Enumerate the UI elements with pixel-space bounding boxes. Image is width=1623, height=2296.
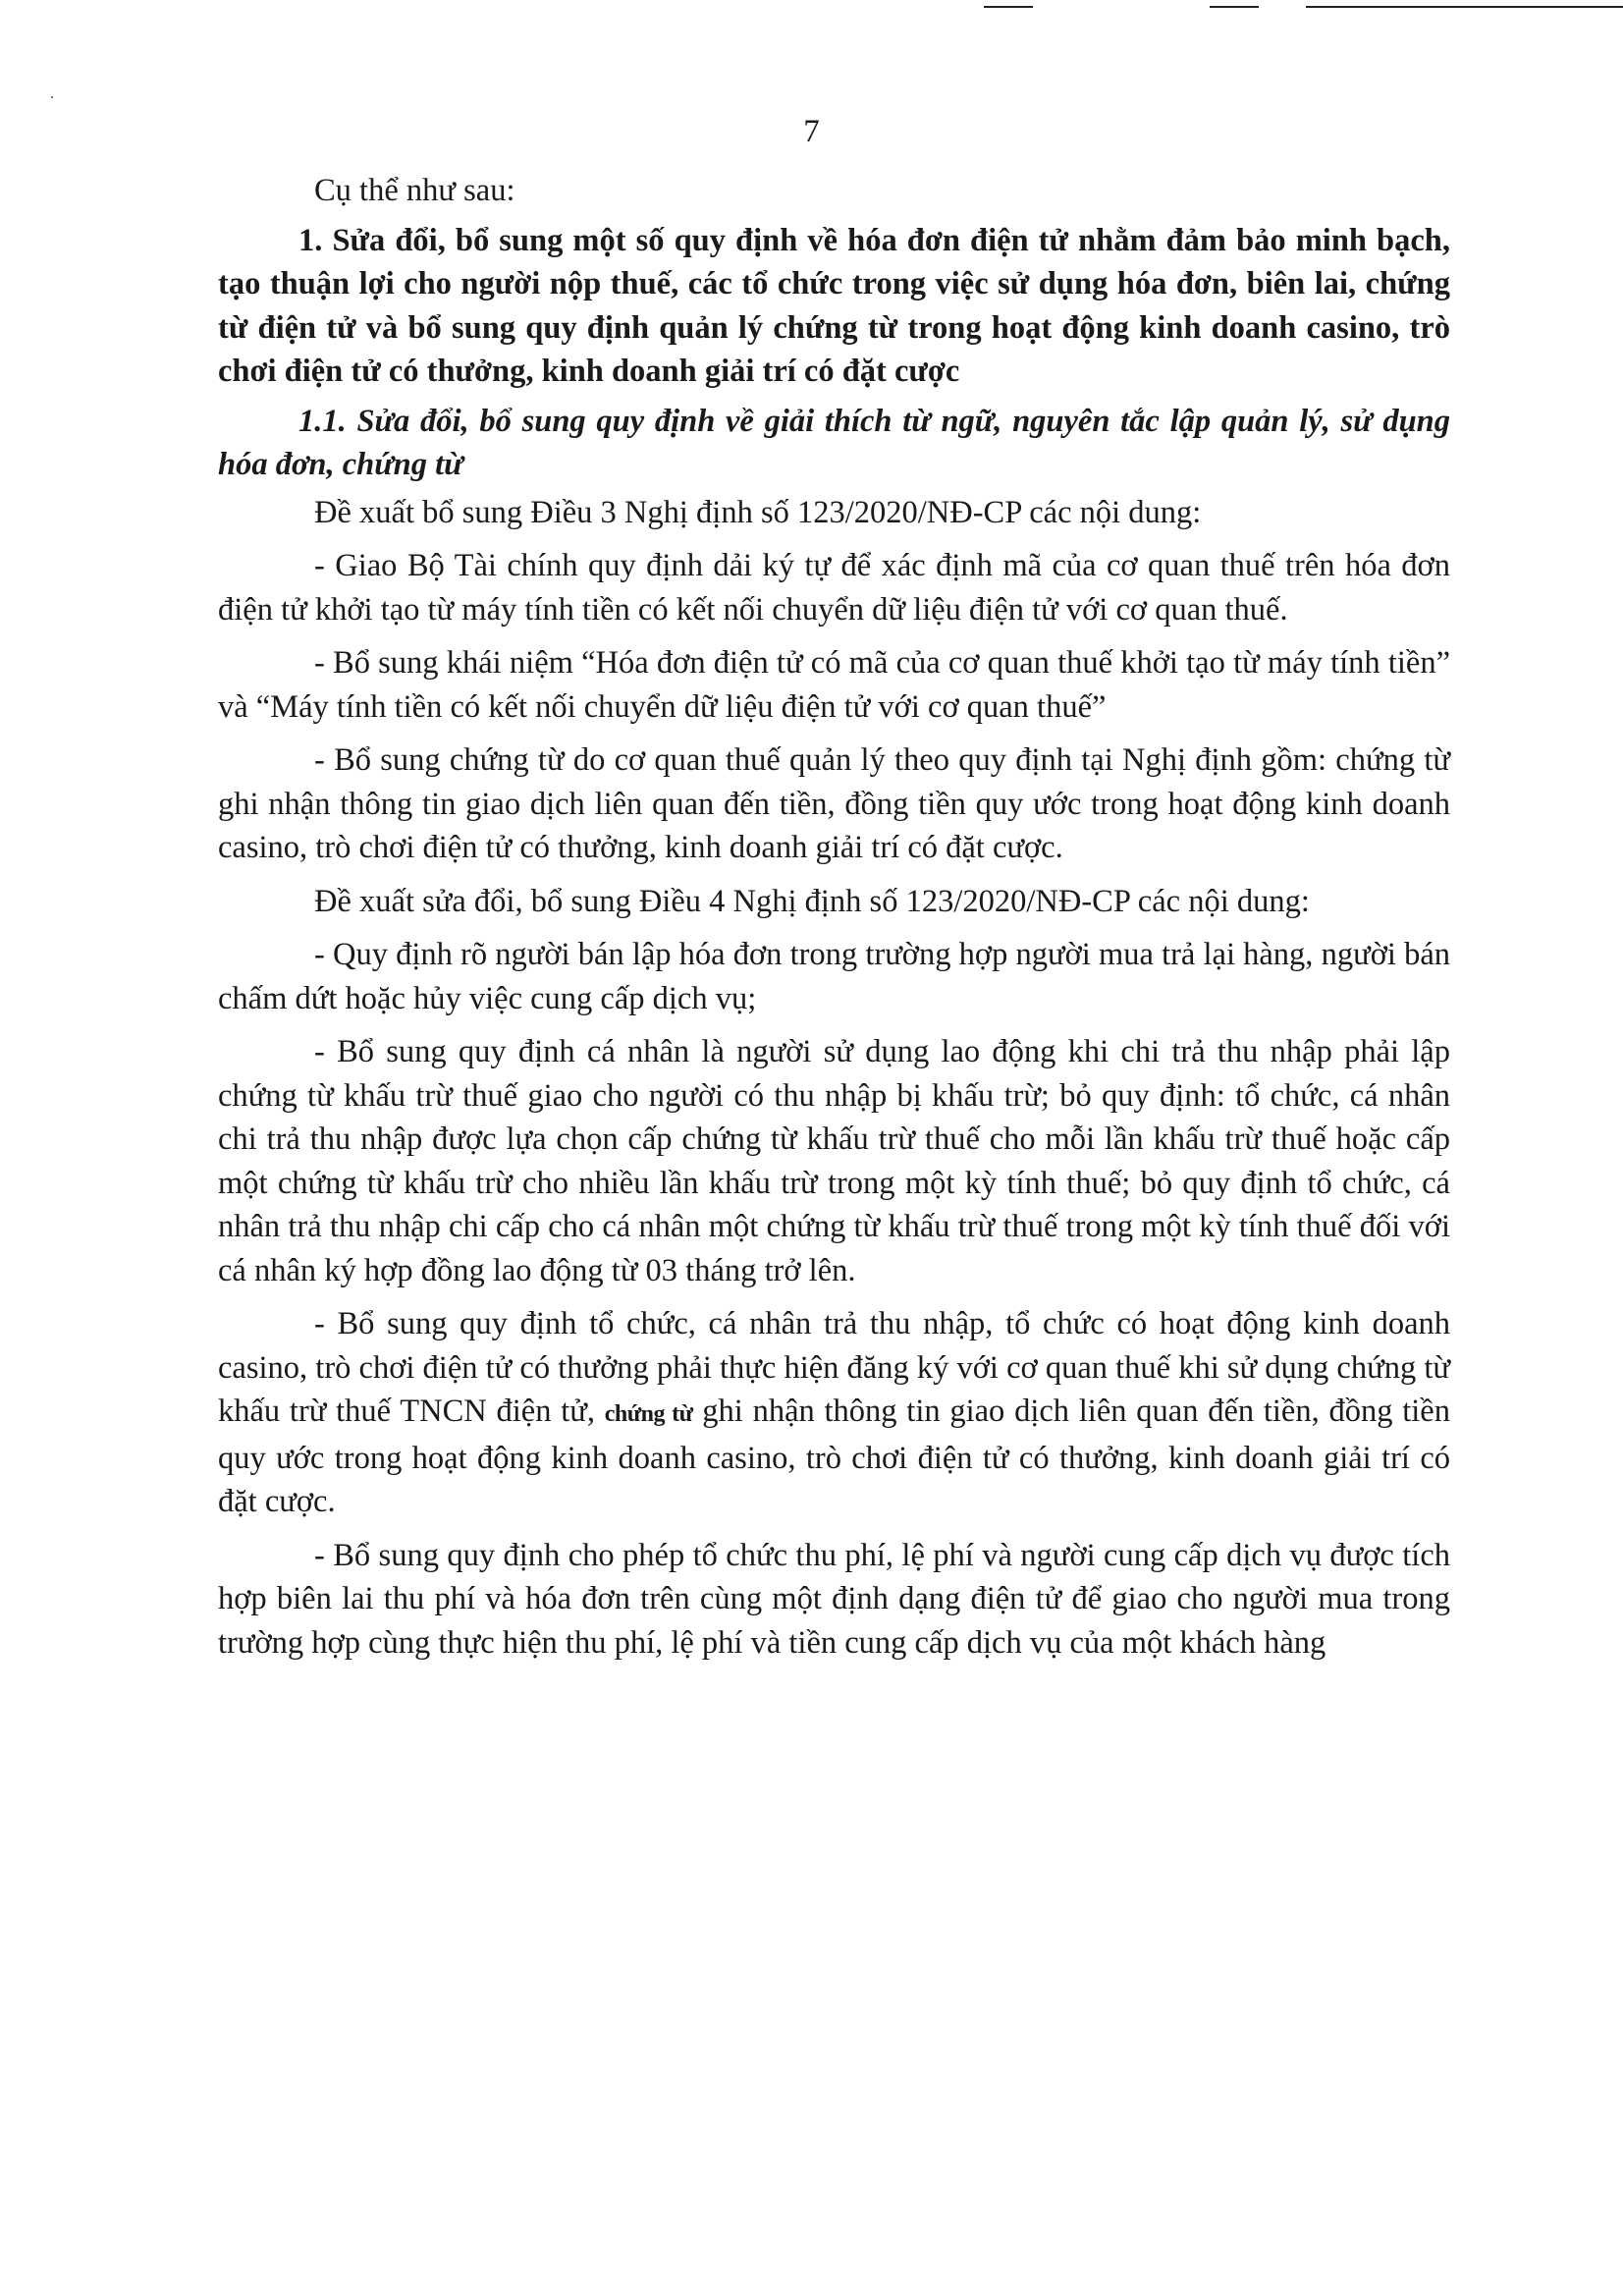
page-number: 7 xyxy=(803,114,820,149)
list-item: - Bổ sung khái niệm “Hóa đơn điện tử có mã của cơ quan thuế khởi tạo từ máy tính tiền” và “Máy tính tiền có kết nối chuyển dữ liệu điện tử với cơ quan thuế” xyxy=(218,645,1450,725)
list-item: - Bổ sung quy định cá nhân là người sử dụng lao động khi chi trả thu nhập phải lập chứng từ khấu trừ thuế giao cho người có thu nhập bị khấu trừ; bỏ quy định: tổ chức, cá nhân chi trả thu nhập được lựa chọn cấp chứng từ khấu trừ thuế cho mỗi lần khấu trừ thuế hoặc cấp một chứng từ khấu trừ cho nhiều lần khấu trừ trong một kỳ tính thuế; bỏ quy định tổ chức, cá nhân trả thu nhập chi cấp cho cá nhân một chứng từ khấu trừ thuế trong một kỳ tính thuế đối với cá nhân ký hợp đồng lao động từ 03 tháng trở lên. xyxy=(218,1034,1450,1288)
item-text: - Bổ sung quy định tổ chức, cá nhân trả thu nhập, tổ chức có hoạt động kinh doanh casino, trò chơi điện tử có thưởng phải thực hiện đăng ký với cơ quan thuế khi sử dụng chứng từ khấu trừ thuế TNCN điện tử, xyxy=(218,1306,1450,1429)
section-heading-1: 1. Sửa đổi, bổ sung một số quy định về hóa đơn điện tử nhằm đảm bảo minh bạch, tạo thuận lợi cho người nộp thuế, các tổ chức trong việc sử dụng hóa đơn, biên lai, chứng từ điện tử và bổ sung quy định quản lý chứng từ trong hoạt động kinh doanh casino, trò chơi điện tử có thưởng, kinh doanh giải trí có đặt cược xyxy=(218,222,1450,389)
small-inserted-text: chứng từ xyxy=(604,1401,693,1427)
list-item: - Bổ sung quy định cho phép tổ chức thu phí, lệ phí và người cung cấp dịch vụ được tích hợp biên lai thu phí và hóa đơn trên cùng một định dạng điện tử để giao cho người mua trong trường hợp cùng thực hiện thu phí, lệ phí và tiền cung cấp dịch vụ của một khách hàng xyxy=(218,1537,1450,1661)
item-text: ghi nhận thông tin giao dịch liên quan đến tiền, đồng tiền quy ước trong hoạt động kinh doanh casino, trò chơi điện tử có thưởng, kinh doanh giải trí có đặt cược. xyxy=(218,1394,1450,1519)
scan-edge-mark xyxy=(984,6,1033,8)
document-body xyxy=(218,169,1450,1674)
intro-text: Cụ thể như sau: xyxy=(314,173,515,208)
scan-edge-mark xyxy=(1210,6,1259,8)
list-item: - Quy định rõ người bán lập hóa đơn trong trường hợp người mua trả lại hàng, người bán chấm dứt hoặc hủy việc cung cấp dịch vụ; xyxy=(218,937,1450,1016)
section-heading-1-1: 1.1. Sửa đổi, bổ sung quy định về giải thích từ ngữ, nguyên tắc lập quản lý, sử dụng hóa đơn, chứng từ xyxy=(218,403,1450,482)
list-item-registration xyxy=(218,1302,1450,1524)
proposal-article-4: Đề xuất sửa đổi, bổ sung Điều 4 Nghị định số 123/2020/NĐ-CP các nội dung: xyxy=(314,883,1310,919)
list-item: - Giao Bộ Tài chính quy định dải ký tự để xác định mã của cơ quan thuế trên hóa đơn điện tử khởi tạo từ máy tính tiền có kết nối chuyển dữ liệu điện tử với cơ quan thuế. xyxy=(218,548,1450,628)
list-item: - Bổ sung chứng từ do cơ quan thuế quản lý theo quy định tại Nghị định gồm: chứng từ ghi nhận thông tin giao dịch liên quan đến tiền, đồng tiền quy ước trong hoạt động kinh doanh casino, trò chơi điện tử có thưởng, kinh doanh giải trí có đặt cược. xyxy=(218,742,1450,865)
proposal-article-3: Đề xuất bổ sung Điều 3 Nghị định số 123/2020/NĐ-CP các nội dung: xyxy=(314,494,1202,530)
scan-speck xyxy=(51,96,53,98)
scan-edge-mark xyxy=(1306,6,1623,8)
